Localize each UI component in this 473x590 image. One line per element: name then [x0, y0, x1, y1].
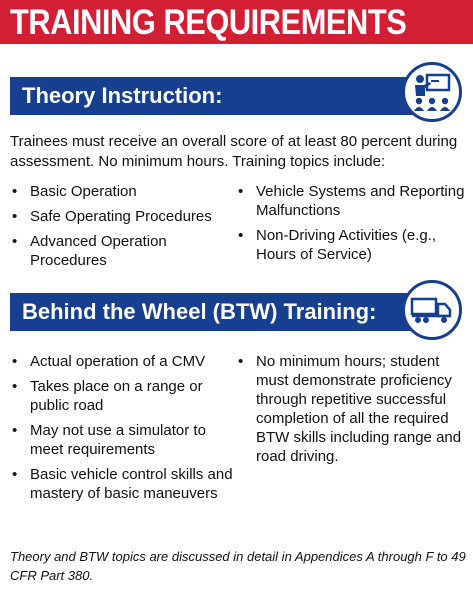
theory-section-header: [10, 77, 448, 115]
theory-topics-right: [236, 182, 466, 270]
list-item: • Advanced Operation Procedures: [10, 232, 235, 270]
list-item: • No minimum hours; student must demonstrate proficiency through repetitive successful completion of all the required BTW skills including range and road driving.: [236, 352, 468, 466]
list-item: • Vehicle Systems and Reporting Malfunctions: [236, 182, 466, 220]
btw-section-header: [10, 293, 448, 331]
header-banner: [0, 0, 473, 44]
truck-icon: [402, 280, 462, 340]
classroom-instructor-icon: [402, 62, 462, 122]
list-item: • Safe Operating Procedures: [10, 207, 235, 226]
theory-intro-text: Trainees must receive an overall score of at least 80 percent during assessment. No minimum hours. Training topics include:: [10, 133, 458, 170]
btw-points-left: [10, 352, 235, 509]
btw-section-title: Behind the Wheel (BTW) Training:: [22, 299, 377, 324]
list-item: • Basic vehicle control skills and mastery of basic maneuvers: [10, 465, 235, 503]
theory-topics-left: [10, 182, 235, 276]
list-item: • Takes place on a range or public road: [10, 377, 235, 415]
list-item: • Actual operation of a CMV: [10, 352, 235, 371]
list-item: • Non-Driving Activities (e.g., Hours of Service): [236, 226, 466, 264]
theory-section-title: Theory Instruction:: [22, 83, 223, 108]
btw-points-right: [236, 352, 468, 472]
list-item: • Basic Operation: [10, 182, 235, 201]
page-title: TRAINING REQUIREMENTS: [10, 3, 407, 42]
list-item: • May not use a simulator to meet requirements: [10, 421, 235, 459]
footnote: Theory and BTW topics are discussed in detail in Appendices A through F to 49 CFR Part 380.: [10, 549, 466, 583]
